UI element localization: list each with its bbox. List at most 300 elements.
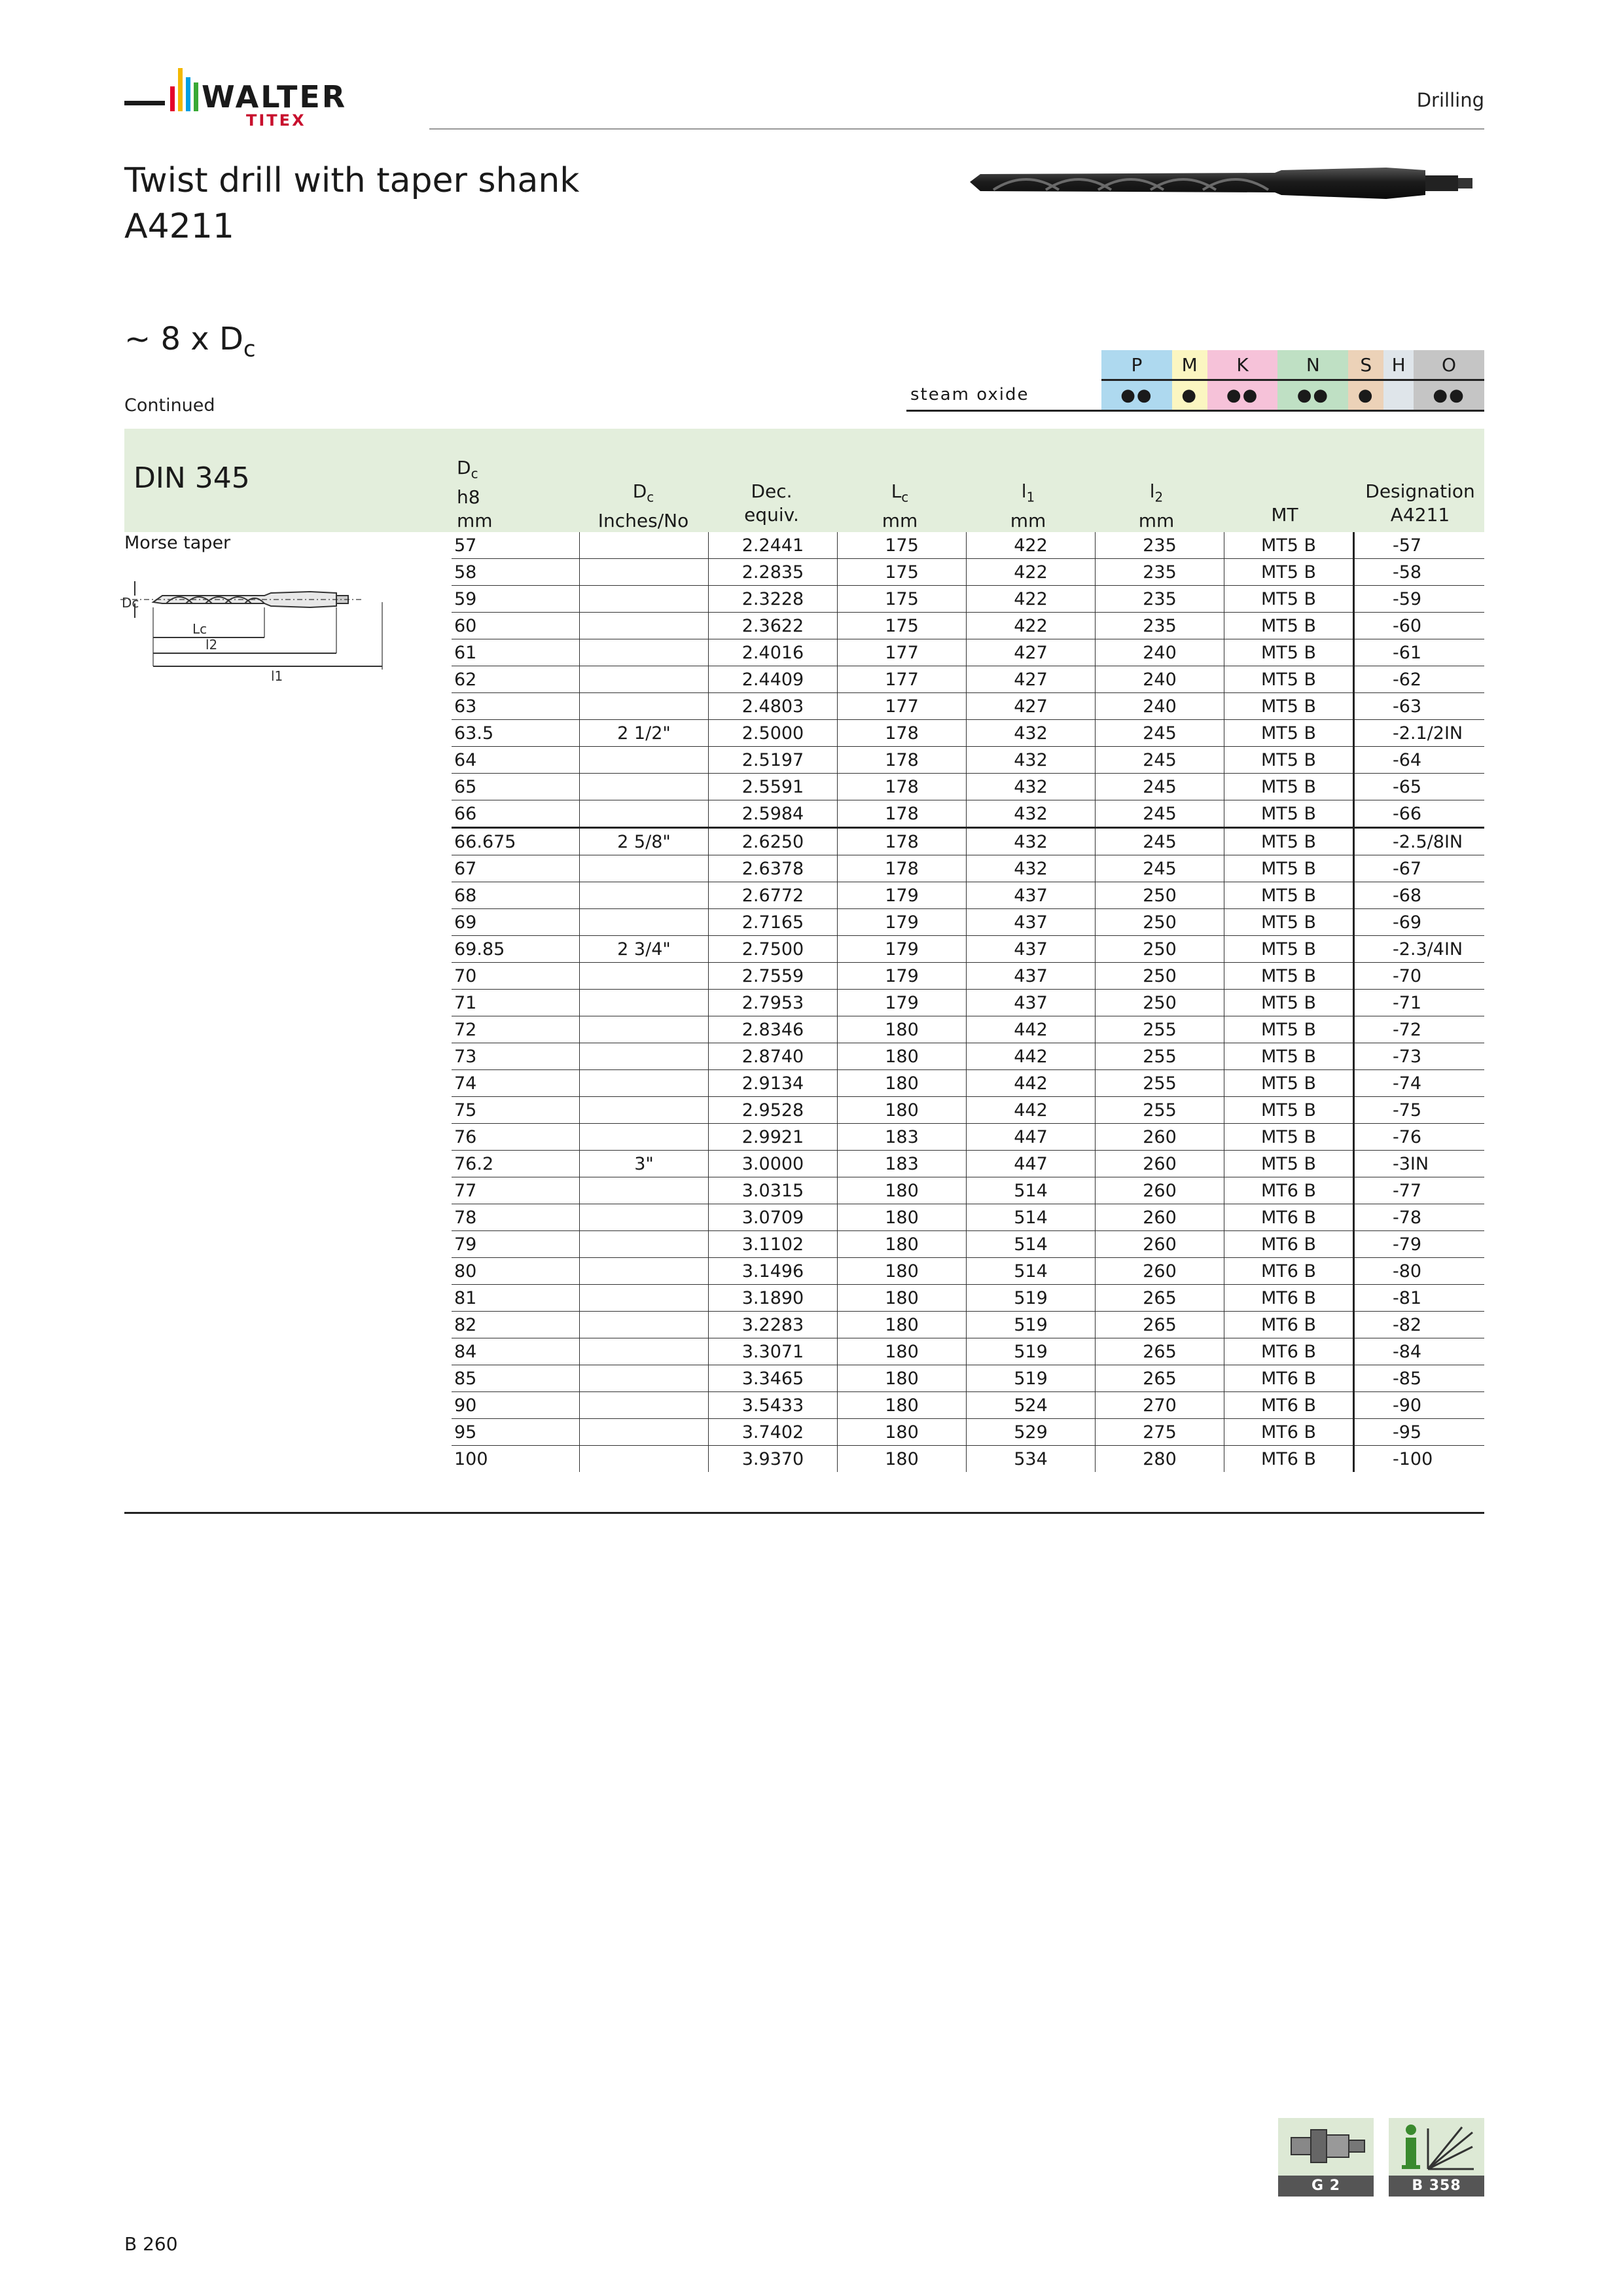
table-cell: 3.0000: [709, 1151, 838, 1177]
walter-titex-logo: [124, 60, 406, 132]
table-cell: 270: [1096, 1392, 1224, 1419]
table-row: [452, 990, 1484, 1016]
table-cell: MT5 B: [1224, 720, 1354, 747]
table-cell: MT6 B: [1224, 1338, 1354, 1365]
table-row: [452, 693, 1484, 720]
holder-icon[interactable]: [1278, 2118, 1374, 2176]
table-cell: -57: [1354, 532, 1485, 559]
table-cell: 437: [967, 990, 1096, 1016]
table-cell: 180: [838, 1097, 967, 1124]
table-cell: 447: [967, 1124, 1096, 1151]
table-cell: [580, 1016, 709, 1043]
standard-label: DIN 345: [134, 461, 250, 495]
table-cell: 235: [1096, 586, 1224, 613]
table-cell: [580, 1097, 709, 1124]
table-cell: 514: [967, 1177, 1096, 1204]
table-cell: 422: [967, 613, 1096, 639]
table-cell: 250: [1096, 882, 1224, 909]
length-ratio: ~ 8 x $D_c$: [124, 321, 256, 363]
table-cell: 2.7165: [709, 909, 838, 936]
column-header: $l_2$ mm: [1138, 480, 1175, 531]
table-cell: 3": [580, 1151, 709, 1177]
table-cell: 265: [1096, 1338, 1224, 1365]
table-row: [452, 613, 1484, 639]
table-cell: [580, 1365, 709, 1392]
table-cell: MT5 B: [1224, 747, 1354, 774]
table-row: [452, 774, 1484, 800]
table-cell: [580, 666, 709, 693]
table-cell: 529: [967, 1419, 1096, 1446]
table-cell: 2.6378: [709, 855, 838, 882]
table-cell: 2.9134: [709, 1070, 838, 1097]
table-cell: 2.9921: [709, 1124, 838, 1151]
table-cell: 432: [967, 720, 1096, 747]
table-cell: 245: [1096, 720, 1224, 747]
table-cell: 3.1102: [709, 1231, 838, 1258]
section-label: Drilling: [1416, 89, 1484, 111]
shank-type-label: Morse taper: [124, 533, 231, 553]
table-cell: 180: [838, 1285, 967, 1312]
table-cell: MT5 B: [1224, 1043, 1354, 1070]
table-cell: 422: [967, 559, 1096, 586]
table-row: [452, 1151, 1484, 1177]
table-cell: -61: [1354, 639, 1485, 666]
table-cell: 82: [452, 1312, 580, 1338]
material-group-n: N: [1277, 350, 1348, 380]
table-bottom-rule: [124, 1512, 1484, 1514]
dimension-table: [452, 532, 1484, 1472]
table-cell: -78: [1354, 1204, 1485, 1231]
material-group-h: H: [1383, 350, 1414, 380]
table-cell: MT5 B: [1224, 1016, 1354, 1043]
table-row: [452, 1338, 1484, 1365]
table-cell: 2.8346: [709, 1016, 838, 1043]
table-cell: 75: [452, 1097, 580, 1124]
table-cell: [580, 1070, 709, 1097]
table-cell: [580, 774, 709, 800]
table-cell: 78: [452, 1204, 580, 1231]
material-suitability-table: [906, 350, 1484, 412]
table-cell: 260: [1096, 1177, 1224, 1204]
drill-image: [967, 157, 1484, 209]
suitability-marks: ●●: [1414, 380, 1484, 411]
table-cell: 3.7402: [709, 1419, 838, 1446]
table-cell: 60: [452, 613, 580, 639]
table-cell: 183: [838, 1151, 967, 1177]
table-cell: -81: [1354, 1285, 1485, 1312]
table-cell: MT5 B: [1224, 774, 1354, 800]
table-cell: 61: [452, 639, 580, 666]
table-cell: -69: [1354, 909, 1485, 936]
table-cell: -95: [1354, 1419, 1485, 1446]
table-cell: [580, 800, 709, 828]
table-cell: 442: [967, 1070, 1096, 1097]
table-cell: -73: [1354, 1043, 1485, 1070]
table-cell: 437: [967, 936, 1096, 963]
table-cell: -62: [1354, 666, 1485, 693]
table-cell: 2.3622: [709, 613, 838, 639]
column-header: Dec. equiv.: [744, 480, 799, 526]
table-cell: 427: [967, 693, 1096, 720]
table-cell: 70: [452, 963, 580, 990]
table-row: [452, 936, 1484, 963]
table-row: [452, 1285, 1484, 1312]
table-row: [452, 1177, 1484, 1204]
table-row: [452, 1231, 1484, 1258]
table-cell: 179: [838, 963, 967, 990]
table-cell: -66: [1354, 800, 1485, 828]
table-cell: [580, 1446, 709, 1473]
table-cell: 280: [1096, 1446, 1224, 1473]
table-cell: 62: [452, 666, 580, 693]
table-cell: MT5 B: [1224, 828, 1354, 855]
table-cell: 432: [967, 774, 1096, 800]
table-cell: 245: [1096, 800, 1224, 828]
table-cell: [580, 1392, 709, 1419]
table-cell: 2 1/2": [580, 720, 709, 747]
table-cell: 442: [967, 1097, 1096, 1124]
table-cell: MT5 B: [1224, 936, 1354, 963]
table-cell: 255: [1096, 1097, 1224, 1124]
table-cell: 3.9370: [709, 1446, 838, 1473]
table-cell: 255: [1096, 1043, 1224, 1070]
table-cell: [580, 1231, 709, 1258]
table-cell: 2.7500: [709, 936, 838, 963]
material-group-k: K: [1207, 350, 1278, 380]
table-cell: 68: [452, 882, 580, 909]
table-cell: 240: [1096, 693, 1224, 720]
table-cell: 180: [838, 1204, 967, 1231]
table-cell: [580, 693, 709, 720]
table-cell: [580, 532, 709, 559]
table-cell: 179: [838, 882, 967, 909]
table-cell: 514: [967, 1231, 1096, 1258]
table-cell: 2.4803: [709, 693, 838, 720]
table-cell: 235: [1096, 613, 1224, 639]
table-cell: MT5 B: [1224, 639, 1354, 666]
table-cell: -2.5/8IN: [1354, 828, 1485, 855]
sketch-l1-label: l1: [271, 668, 283, 684]
table-cell: 63: [452, 693, 580, 720]
table-cell: 2.2441: [709, 532, 838, 559]
table-cell: 180: [838, 1231, 967, 1258]
table-cell: 95: [452, 1419, 580, 1446]
table-cell: 80: [452, 1258, 580, 1285]
table-cell: 432: [967, 800, 1096, 828]
table-cell: 64: [452, 747, 580, 774]
table-row: [452, 720, 1484, 747]
table-cell: 180: [838, 1365, 967, 1392]
table-cell: 255: [1096, 1016, 1224, 1043]
table-cell: 175: [838, 532, 967, 559]
table-cell: 260: [1096, 1204, 1224, 1231]
table-row: [452, 909, 1484, 936]
table-cell: 519: [967, 1338, 1096, 1365]
table-cell: [580, 586, 709, 613]
table-cell: MT5 B: [1224, 909, 1354, 936]
table-cell: 177: [838, 693, 967, 720]
table-cell: [580, 1338, 709, 1365]
table-row: [452, 963, 1484, 990]
coating-label: steam oxide: [906, 380, 1101, 411]
page-number: B 260: [124, 2233, 178, 2255]
table-cell: 2.5197: [709, 747, 838, 774]
table-cell: 65: [452, 774, 580, 800]
table-cell: MT6 B: [1224, 1285, 1354, 1312]
table-cell: -67: [1354, 855, 1485, 882]
table-cell: 175: [838, 559, 967, 586]
column-header: $D_c$ Inches/No: [597, 480, 689, 531]
table-cell: 81: [452, 1285, 580, 1312]
suitability-marks: ●●: [1207, 380, 1278, 411]
table-cell: -2.3/4IN: [1354, 936, 1485, 963]
holder-icon-label: G 2: [1278, 2176, 1374, 2197]
table-cell: -71: [1354, 990, 1485, 1016]
table-cell: 3.5433: [709, 1392, 838, 1419]
table-cell: 178: [838, 800, 967, 828]
suitability-marks: [1383, 380, 1414, 411]
table-cell: [580, 1177, 709, 1204]
table-cell: 2 3/4": [580, 936, 709, 963]
table-cell: 180: [838, 1258, 967, 1285]
table-row: [452, 1258, 1484, 1285]
table-cell: 57: [452, 532, 580, 559]
table-cell: MT6 B: [1224, 1365, 1354, 1392]
table-cell: MT5 B: [1224, 855, 1354, 882]
table-cell: 178: [838, 855, 967, 882]
table-cell: MT5 B: [1224, 1097, 1354, 1124]
table-cell: -63: [1354, 693, 1485, 720]
table-cell: -68: [1354, 882, 1485, 909]
column-header: MT: [1271, 504, 1298, 526]
table-cell: 437: [967, 909, 1096, 936]
table-row: [452, 666, 1484, 693]
table-cell: 3.1890: [709, 1285, 838, 1312]
suitability-marks: ●: [1348, 380, 1383, 411]
material-group-o: O: [1414, 350, 1484, 380]
table-row: [452, 586, 1484, 613]
column-header: $D_c$ h8 mm: [457, 457, 493, 531]
table-cell: 245: [1096, 855, 1224, 882]
table-row: [452, 747, 1484, 774]
table-cell: MT5 B: [1224, 1070, 1354, 1097]
table-cell: 179: [838, 990, 967, 1016]
table-cell: 250: [1096, 909, 1224, 936]
table-cell: 260: [1096, 1231, 1224, 1258]
table-cell: 178: [838, 747, 967, 774]
table-cell: 524: [967, 1392, 1096, 1419]
table-cell: 2.6250: [709, 828, 838, 855]
table-cell: MT5 B: [1224, 1151, 1354, 1177]
table-cell: -74: [1354, 1070, 1485, 1097]
table-cell: [580, 1258, 709, 1285]
table-cell: -2.1/2IN: [1354, 720, 1485, 747]
table-cell: 260: [1096, 1151, 1224, 1177]
table-row: [452, 882, 1484, 909]
table-cell: [580, 1285, 709, 1312]
table-row: [452, 1446, 1484, 1473]
info-icon[interactable]: [1389, 2118, 1484, 2176]
table-cell: 519: [967, 1365, 1096, 1392]
page-title: Twist drill with taper shank: [124, 161, 580, 200]
table-cell: [580, 1043, 709, 1070]
table-cell: 240: [1096, 639, 1224, 666]
table-cell: MT5 B: [1224, 693, 1354, 720]
table-cell: MT6 B: [1224, 1419, 1354, 1446]
drill-dimension-sketch: [120, 575, 408, 706]
table-cell: 3.2283: [709, 1312, 838, 1338]
header-rule: [429, 128, 1484, 130]
table-cell: MT5 B: [1224, 666, 1354, 693]
table-cell: 442: [967, 1016, 1096, 1043]
table-cell: 250: [1096, 936, 1224, 963]
table-cell: 179: [838, 909, 967, 936]
table-row: [452, 1419, 1484, 1446]
table-cell: 240: [1096, 666, 1224, 693]
table-cell: -77: [1354, 1177, 1485, 1204]
material-group-m: M: [1172, 350, 1207, 380]
table-cell: 275: [1096, 1419, 1224, 1446]
table-cell: MT6 B: [1224, 1231, 1354, 1258]
table-cell: 235: [1096, 559, 1224, 586]
table-cell: 3.0709: [709, 1204, 838, 1231]
table-cell: 2.2835: [709, 559, 838, 586]
table-cell: 432: [967, 855, 1096, 882]
table-cell: 519: [967, 1312, 1096, 1338]
table-cell: MT6 B: [1224, 1446, 1354, 1473]
table-cell: 66: [452, 800, 580, 828]
logo-sub: TITEX: [246, 111, 306, 130]
table-cell: 245: [1096, 828, 1224, 855]
table-cell: 427: [967, 639, 1096, 666]
table-row: [452, 532, 1484, 559]
table-cell: 432: [967, 828, 1096, 855]
table-cell: 3.1496: [709, 1258, 838, 1285]
table-cell: 2.3228: [709, 586, 838, 613]
table-cell: -84: [1354, 1338, 1485, 1365]
table-cell: 180: [838, 1043, 967, 1070]
table-cell: MT5 B: [1224, 990, 1354, 1016]
table-cell: 180: [838, 1312, 967, 1338]
table-cell: [580, 1419, 709, 1446]
table-cell: 250: [1096, 963, 1224, 990]
table-cell: -72: [1354, 1016, 1485, 1043]
product-code: A4211: [124, 207, 234, 246]
table-cell: -100: [1393, 1448, 1433, 1469]
table-cell: MT5 B: [1224, 882, 1354, 909]
table-cell: 265: [1096, 1285, 1224, 1312]
suitability-marks: ●●: [1277, 380, 1348, 411]
table-cell: 422: [967, 532, 1096, 559]
table-cell: 66.675: [452, 828, 580, 855]
table-cell: -82: [1354, 1312, 1485, 1338]
table-row: [452, 1097, 1484, 1124]
table-cell: [580, 990, 709, 1016]
table-cell: 265: [1096, 1365, 1224, 1392]
table-cell: -64: [1354, 747, 1485, 774]
table-cell: [580, 639, 709, 666]
table-cell: 255: [1096, 1070, 1224, 1097]
table-cell: 85: [452, 1365, 580, 1392]
table-cell: -75: [1354, 1097, 1485, 1124]
table-cell: 179: [838, 936, 967, 963]
table-cell: 76: [452, 1124, 580, 1151]
table-cell: 74: [452, 1070, 580, 1097]
table-cell: MT5 B: [1224, 1124, 1354, 1151]
table-cell: MT6 B: [1224, 1177, 1354, 1204]
table-cell: 77: [452, 1177, 580, 1204]
table-cell: 2.7559: [709, 963, 838, 990]
table-cell: 422: [967, 586, 1096, 613]
column-header: $L_c$ mm: [882, 480, 918, 531]
table-row: [452, 1365, 1484, 1392]
suitability-marks: ●: [1172, 380, 1207, 411]
table-cell: 63.5: [452, 720, 580, 747]
table-cell: 183: [838, 1124, 967, 1151]
table-cell: 67: [452, 855, 580, 882]
table-cell: 514: [967, 1204, 1096, 1231]
table-cell: MT5 B: [1224, 800, 1354, 828]
table-cell: -70: [1354, 963, 1485, 990]
table-cell: 2.7953: [709, 990, 838, 1016]
table-cell: 58: [452, 559, 580, 586]
table-cell: 2.5000: [709, 720, 838, 747]
table-cell: 235: [1096, 532, 1224, 559]
table-cell: 177: [838, 666, 967, 693]
table-cell: 180: [838, 1446, 967, 1473]
table-cell: 427: [967, 666, 1096, 693]
table-cell: 250: [1096, 990, 1224, 1016]
table-row: [452, 639, 1484, 666]
table-cell: -59: [1354, 586, 1485, 613]
table-cell: 59: [452, 586, 580, 613]
table-cell: 447: [967, 1151, 1096, 1177]
table-cell: MT6 B: [1224, 1204, 1354, 1231]
column-header: $l_1$ mm: [1010, 480, 1046, 531]
table-cell: [580, 559, 709, 586]
table-cell: MT5 B: [1224, 559, 1354, 586]
table-cell: 437: [967, 963, 1096, 990]
info-icon-label: B 358: [1389, 2176, 1484, 2197]
suitability-marks: ●●: [1101, 380, 1172, 411]
table-cell: 175: [838, 613, 967, 639]
table-row: [452, 1124, 1484, 1151]
table-cell: 2.4409: [709, 666, 838, 693]
table-cell: 2.5591: [709, 774, 838, 800]
table-cell: 84: [452, 1338, 580, 1365]
table-cell: [580, 963, 709, 990]
table-cell: [580, 747, 709, 774]
table-cell: 73: [452, 1043, 580, 1070]
table-cell: -80: [1354, 1258, 1485, 1285]
table-cell: 519: [967, 1285, 1096, 1312]
table-cell: 71: [452, 990, 580, 1016]
table-cell: -76: [1354, 1124, 1485, 1151]
logo-word: WALTER: [202, 79, 348, 115]
table-cell: 514: [967, 1258, 1096, 1285]
table-cell: 69: [452, 909, 580, 936]
table-row: [452, 559, 1484, 586]
table-cell: MT6 B: [1224, 1258, 1354, 1285]
table-cell: 72: [452, 1016, 580, 1043]
table-cell: 2.6772: [709, 882, 838, 909]
table-cell: 175: [838, 586, 967, 613]
table-cell: 2 5/8": [580, 828, 709, 855]
table-cell: 3.3071: [709, 1338, 838, 1365]
table-cell: -3IN: [1354, 1151, 1485, 1177]
table-cell: [580, 613, 709, 639]
table-cell: 180: [838, 1177, 967, 1204]
